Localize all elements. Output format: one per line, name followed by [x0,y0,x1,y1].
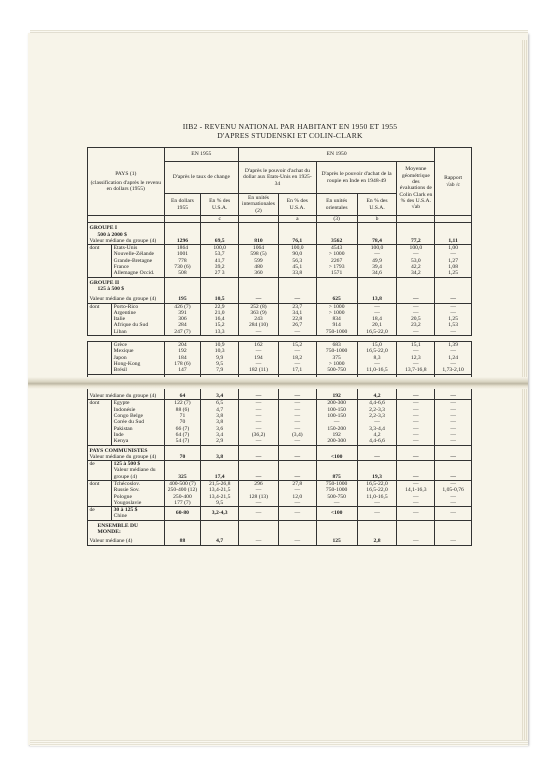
header-1955: EN 1955 [164,148,238,162]
page-stack-right [522,40,528,740]
title-line-2: D'APRES STUDENSKI ET COLIN-CLARK [217,131,363,140]
header-c4: En % des U.S.A. [278,194,316,216]
table-row: GROUPE II 125 à 500 $ Valeur médiane du groupe (4) 195 10,5 — — 625 13,8 — — [88,277,472,303]
group-world-label: ENSEMBLE DU MONDE: Valeur médiane (4) [88,520,165,545]
table-row: Valeur médiane du groupe (4) 64 3,4 — — 192 4,2 — — [88,374,472,400]
header-c3: En unités internationales (2) [239,194,279,216]
table-row: ENSEMBLE DU MONDE: Valeur médiane (4) 88 4,7 — — 125 2,8 — — [88,520,472,545]
label-c: c [201,216,239,223]
group-3-label: Valeur médiane du groupe (4) [88,374,165,400]
page-fold [28,377,528,389]
header-c1: En dollars 1955 [164,194,201,216]
table-row: dont Tchécoslov. Russie Sov. Pologne Yougoslavie 400-500 (7) 250-400 (12) 250-400 177 (7) 21,5-26,8 13,4-21,5 13,4-21,5 9,5 296 — 128 (13) — 27,8 — 12,0 — 750-1000 750-1000 500-750 — 16,5-22,0 16,5-22,0 11,0-16,5 — — 14,1-16,3 — — — 1,05-0,76 — — [88,480,472,506]
group-2-label: GROUPE II 125 à 500 $ Valeur médiane du groupe (4) [88,277,165,303]
label-a: a [278,216,316,223]
header-taux-change: D'après le taux de change [164,162,238,194]
header-pouvoir-roupie: D'après le pouvoir d'achat de la roupie en Inde en 1948-49 [316,162,397,194]
header-pouvoir-dollar: D'après le pouvoir d'achat du dollar aux Etats-Unis en 1925-34 [239,162,317,194]
table-row: GROUPE I 500 à 2000 $ Valeur médiane du groupe (4) 1296 69,5 810 76,1 3562 78,4 77,2 1,11 [88,223,472,245]
table-row: de 125 à 500 $ Valeur médiane du groupe (4) 325 17,4 — — 875 19,3 — — [88,461,472,481]
table-row: dont Etats-Unis Nouvelle-Zélande Grande-Bretagne France Allemagne Occid. 1864 1001 778 730 (6) 508 100,0 53,7 41,7 39,2 27 3 1064 598 (5) 599 480 360 100,0 90,0 56,3 45,1 33,8 4543 > 1000 2267 > 1793 1571 100,0 — 49,9 39,4 34,6 100,0 — 53,0 42,2 34,2 1,00 — 1,27 1,08 1,25 [88,245,472,277]
group-communist-label: PAYS COMMUNISTES Valeur médiane du groupe (4) [88,445,165,461]
label-3: (3) [316,216,357,223]
table-row: dont Porto-Rico Argentine Italie Afrique du Sud Liban 426 (7) 391 306 284 247 (7) 22,9 21,0 16,4 15,2 13,3 252 (8) 363 (9) 243 284 (10) — 23,7 34,1 22,8 26,7 — > 1000 > 1000 834 914 750-1000 — — 18,4 20,1 16,5-22,0 — — 20,5 23,2 — — — 1,25 1,53 — [88,303,472,335]
table-row: de 30 à 125 $ Chine 60-80 3,2-4,3 — — <100 — — — [88,507,472,521]
table-row: dont Egypte Indonésie Congo Belge Corée du Sud Pakistan Inde Kenya 122 (7) 88 (6) 71 70 66 (7) 64 (7) 54 (7) 6,5 4,7 3,8 3,8 3,6 3,4 2,9 — — — — — (36,2) — — — — — — (3,4) — 200-300 100-150 100-150 — 150-200 192 200-300 4,4-6,6 2,2-3,3 2,2-3,3 — 3,3-4,4 4,2 4,4-6,6 — — — — — — — — — — — — — — [88,400,472,445]
table-row: Grèce Mexique Japon Hong-Kong Brésil 204 192 184 178 (6) 147 10,9 10,3 9,9 9,5 7,9 162 — 194 — 182 (11) 15,2 — 18,2 — 17,1 683 750-1000 375 > 1000 500-750 15,0 16,5-22,0 8,3 — 11,0-16,5 15,1 — 12,3 — 13,7-16,8 1,39 — 1,24 — 1,73-2,10 [88,342,472,374]
header-pays: PAYS (1) (classification d'après le revenu en dollars (1955) [88,148,165,216]
header-c2: En % des U.S.A. [201,194,239,216]
label-b: b [357,216,397,223]
page-stack-bottom [30,740,528,746]
header-moyenne: Moyenne géométrique des évaluations de Colin Clark en % des U.S.A. √ab [397,162,435,216]
group-1-label: GROUPE I 500 à 2000 $ Valeur médiane du groupe (4) [88,223,165,245]
header-c5: En unités orientales [316,194,357,216]
title-line-1: IIB2 - REVENU NATIONAL PAR HABITANT EN 1950 ET 1955 [182,122,398,131]
header-c6: En % des U.S.A. [357,194,397,216]
header-1950: EN 1950 [239,148,435,162]
table-row: PAYS COMMUNISTES Valeur médiane du groupe (4) 70 3,8 — — <100 — — — [88,445,472,461]
income-table [87,147,472,546]
table-title [130,122,450,140]
header-rapport: Rapport √ab /c [435,148,472,216]
